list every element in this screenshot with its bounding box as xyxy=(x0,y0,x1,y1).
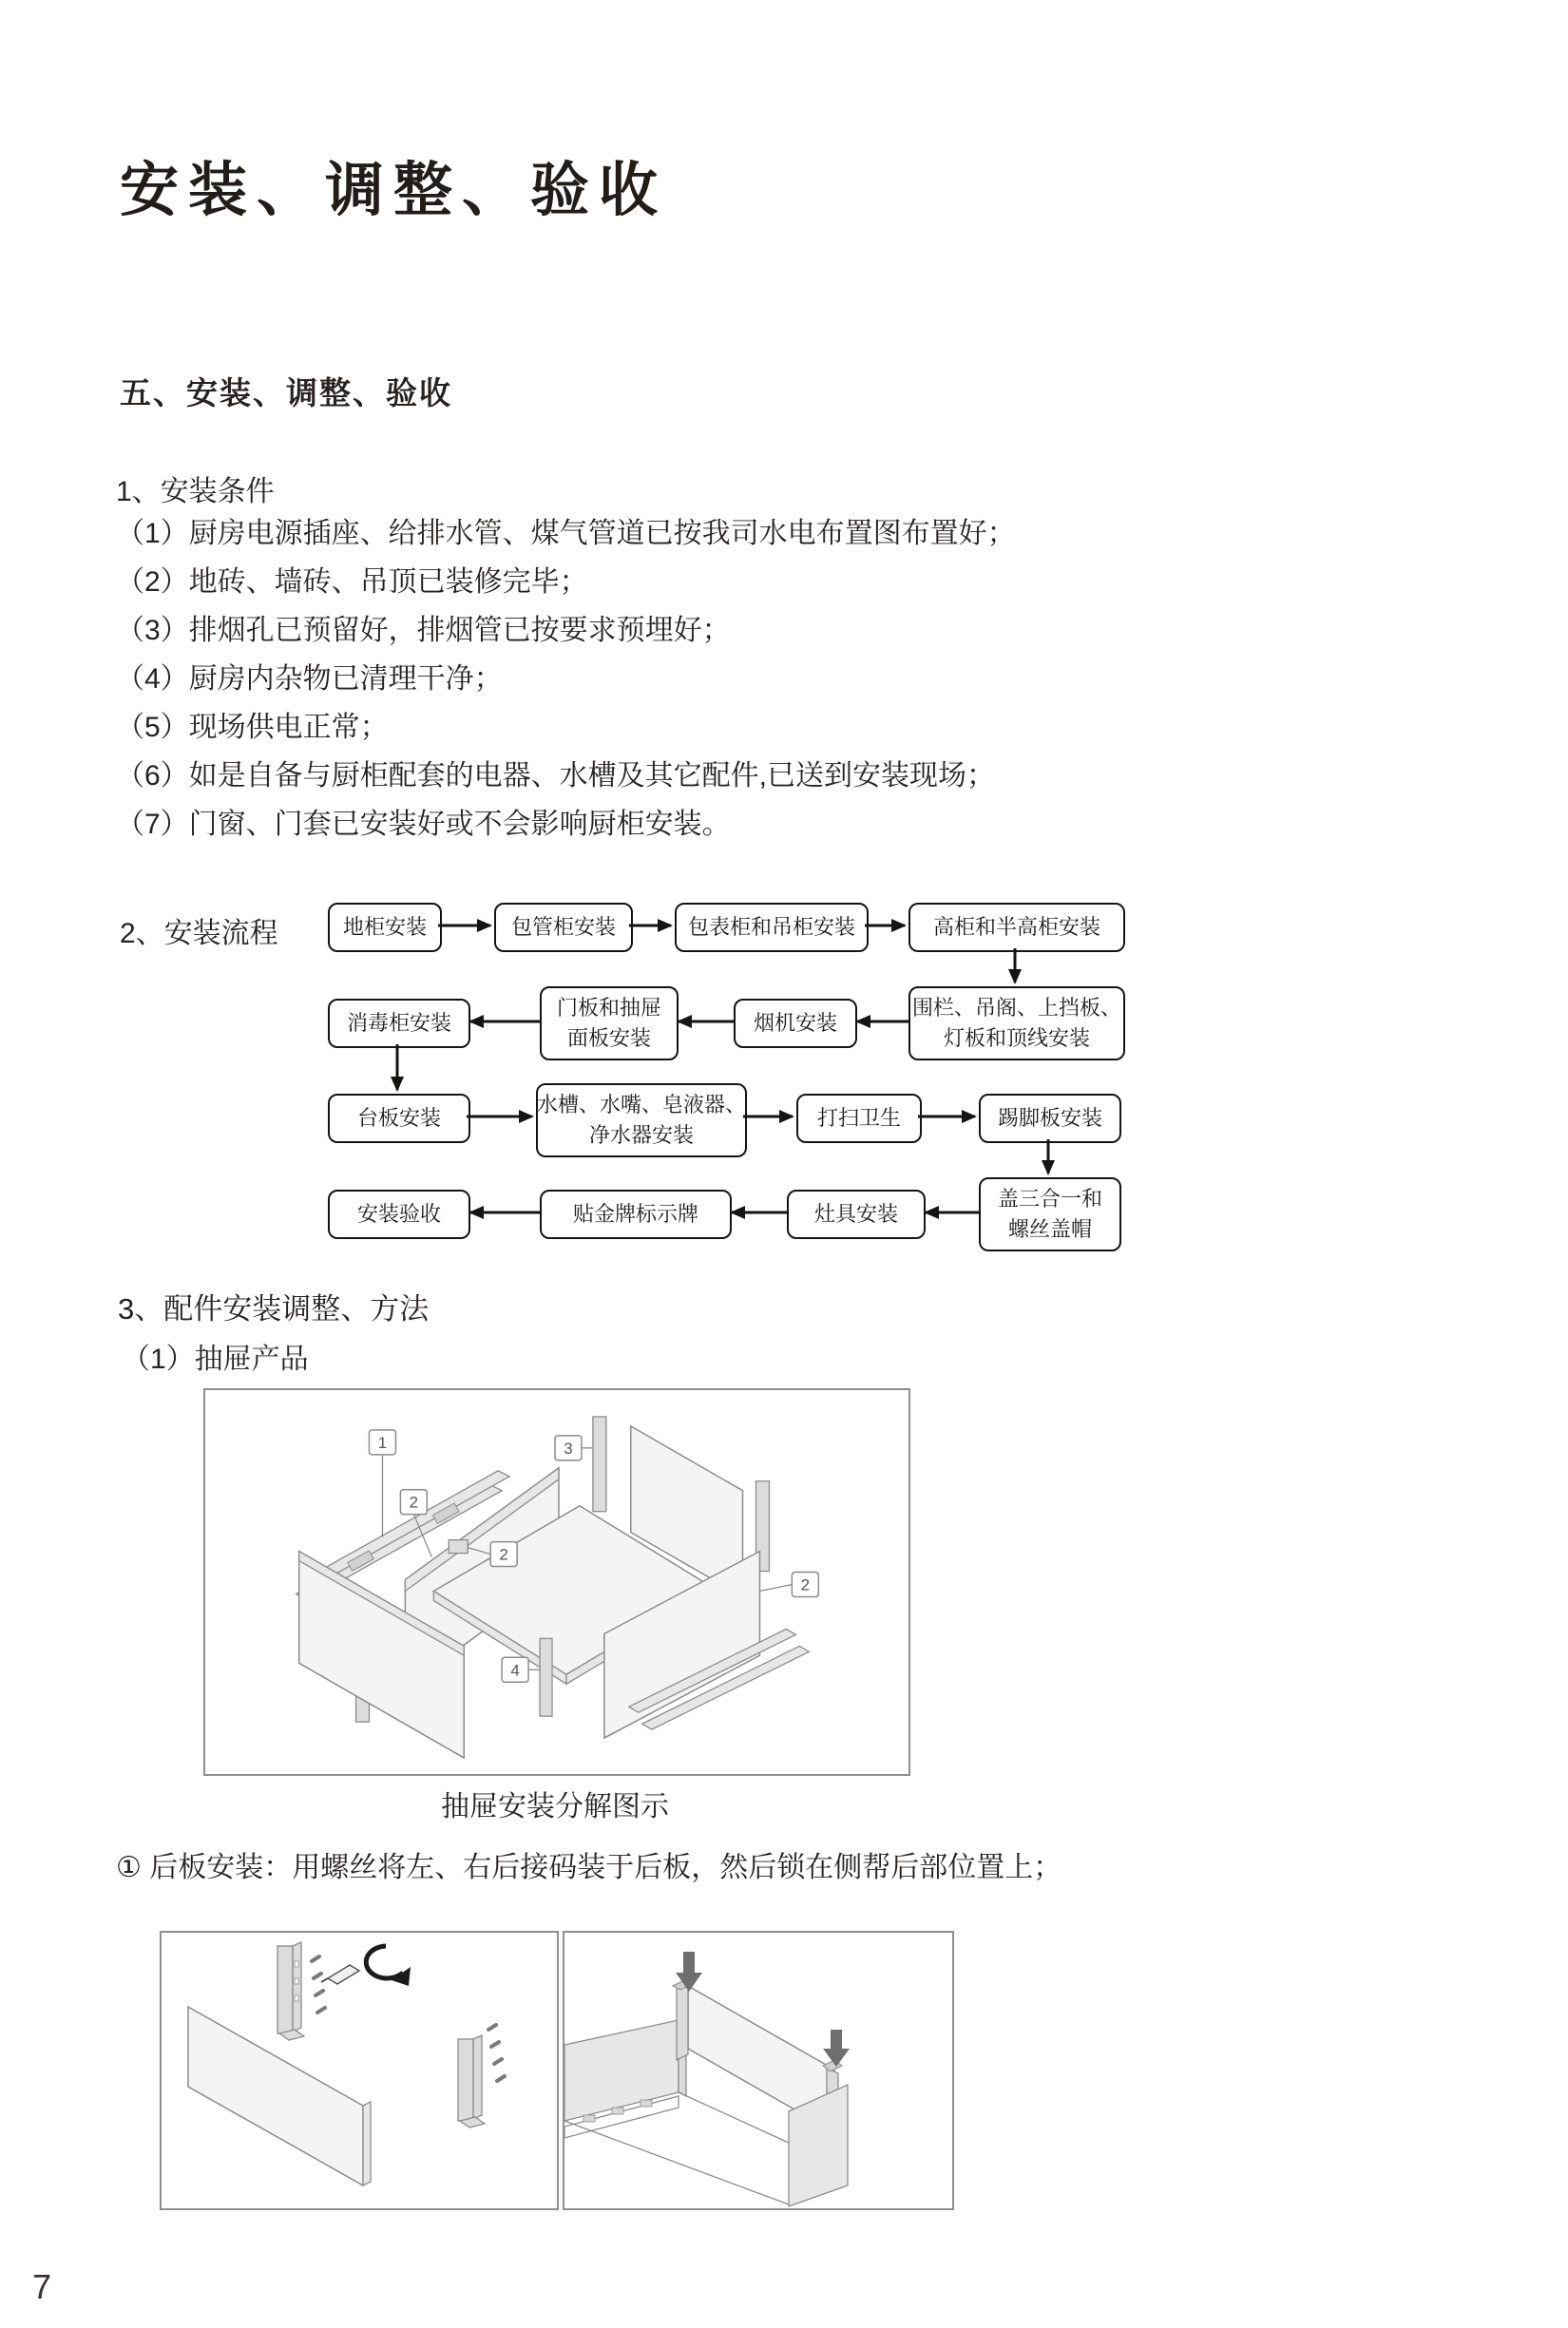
flow-box-countertop: 台板安装 xyxy=(328,1094,470,1143)
step1-text: ① 后板安装：用螺丝将左、右后接码装于后板，然后锁在侧帮后部位置上； xyxy=(116,1852,1062,1883)
condition-item: （6）如是自备与厨柜配套的电器、水槽及其它配件,已送到安装现场； xyxy=(116,760,996,792)
condition-item: （4）厨房内杂物已清理干净； xyxy=(116,663,503,695)
conditions-heading: 1、安装条件 xyxy=(116,476,275,507)
condition-item: （5）现场供电正常； xyxy=(116,712,389,743)
backpanel-bracket-svg xyxy=(162,1933,557,2208)
callout-2c: 2 xyxy=(800,1575,811,1594)
flow-box-sink-faucet: 水槽、水嘴、皂液器、 净水器安装 xyxy=(536,1083,747,1157)
condition-item: （2）地砖、墙砖、吊顶已装修完毕； xyxy=(116,566,588,598)
flow-box-cleaning: 打扫卫生 xyxy=(796,1094,922,1143)
flow-box-sterilizer: 消毒柜安装 xyxy=(328,999,470,1048)
page-title: 安装、调整、验收 xyxy=(120,158,668,223)
backpanel-insert-svg xyxy=(564,1933,952,2208)
callout-3: 3 xyxy=(564,1439,573,1458)
flow-box-tall-cabinet: 高柜和半高柜安装 xyxy=(908,903,1125,952)
backpanel-insert-diagram xyxy=(563,1931,954,2210)
flow-box-meter-wall-cabinet: 包表柜和吊柜安装 xyxy=(675,903,869,952)
flow-box-acceptance: 安装验收 xyxy=(328,1190,470,1239)
flow-box-hood: 烟机安装 xyxy=(734,999,857,1048)
condition-item: （7）门窗、门套已安装好或不会影响厨柜安装。 xyxy=(116,809,731,840)
flow-box-pipe-cabinet: 包管柜安装 xyxy=(494,903,633,952)
flow-box-gold-plate: 贴金牌标示牌 xyxy=(540,1190,732,1239)
callout-2a: 2 xyxy=(409,1493,419,1512)
flow-box-stove: 灶具安装 xyxy=(787,1190,926,1239)
backpanel-bracket-diagram xyxy=(160,1931,559,2210)
conditions-list xyxy=(116,509,1016,849)
callout-4: 4 xyxy=(510,1661,520,1680)
diagram-caption: 抽屉安装分解图示 xyxy=(441,1791,669,1822)
accessories-subheading: （1）抽屉产品 xyxy=(122,1344,309,1375)
section-heading: 五、安装、调整、验收 xyxy=(120,375,452,410)
condition-item: （1）厨房电源插座、给排水管、煤气管道已按我司水电布置图布置好； xyxy=(116,518,1016,549)
page-number: 7 xyxy=(32,2267,52,2306)
flow-box-base-cabinet: 地柜安装 xyxy=(328,903,442,952)
flow-box-cover-caps: 盖三合一和 螺丝盖帽 xyxy=(979,1177,1121,1251)
flow-box-kickboard: 踢脚板安装 xyxy=(979,1094,1121,1143)
flow-box-fence-panels: 围栏、吊阁、上挡板、 灯板和顶线安装 xyxy=(908,986,1125,1060)
exploded-diagram-frame xyxy=(203,1388,910,1776)
exploded-diagram-svg xyxy=(205,1390,908,1774)
condition-item: （3）排烟孔已预留好，排烟管已按要求预埋好； xyxy=(116,615,731,646)
callout-2b: 2 xyxy=(499,1545,508,1564)
flow-box-door-drawer-panel: 门板和抽屉 面板安装 xyxy=(540,986,679,1060)
accessories-heading: 3、配件安装调整、方法 xyxy=(118,1292,430,1326)
flow-heading: 2、安装流程 xyxy=(120,918,278,949)
callout-1: 1 xyxy=(377,1433,388,1452)
